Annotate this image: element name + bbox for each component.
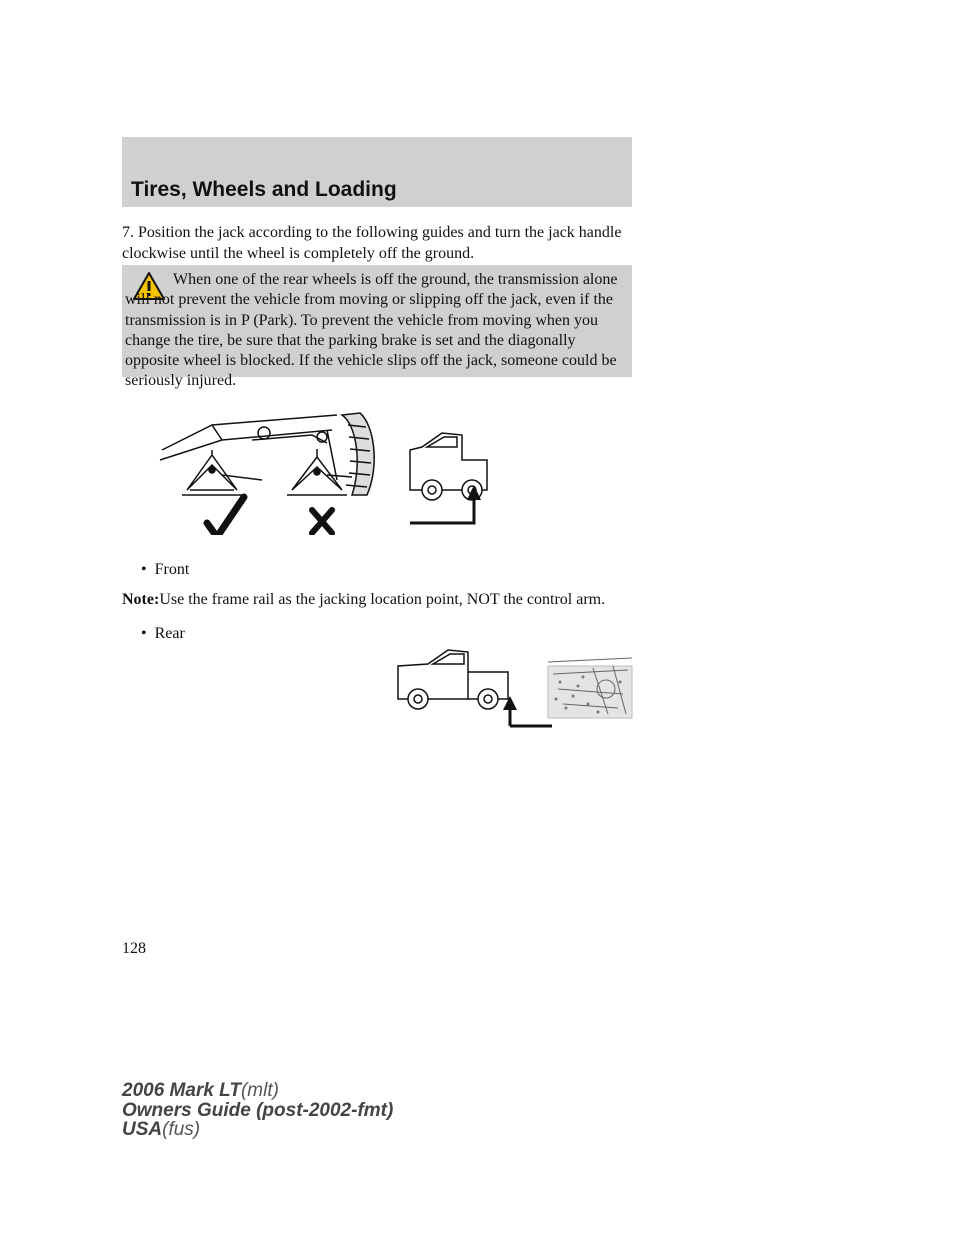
warning-text: When one of the rear wheels is off the ground, the transmission alone will not prevent the vehicle from moving or slipping off the jack, even if the transmission is in P (Park). To prevent the vehicle from moving when you change the tire, be sure that the parking brake is set and the diagonally opposite wheel is blocked. If the vehicle slips off the jack, someone could be seriously injured. <box>125 271 618 390</box>
footer-line-2 <box>122 1101 393 1121</box>
bullet-front: • Front <box>141 561 190 578</box>
footer-model-code: (mlt) <box>240 1080 279 1101</box>
front-jack-illustration <box>152 405 492 535</box>
warning-box <box>122 265 632 390</box>
note-body: Use the frame rail as the jacking location point, NOT the control arm. <box>159 591 606 608</box>
section-title: Tires, Wheels and Loading <box>131 178 397 201</box>
step-7-text: 7. Position the jack according to the following guides and turn the jack handle clockwise until the wheel is completely off the ground. <box>122 224 622 262</box>
note-text <box>122 590 634 611</box>
page-number: 128 <box>122 940 146 957</box>
footer-market-code: (fus) <box>162 1119 201 1140</box>
footer-model: 2006 Mark LT <box>122 1080 241 1101</box>
note-label: Note: <box>122 591 160 608</box>
bullet-rear: • Rear <box>141 625 185 642</box>
footer-guide: Owners Guide (post-2002-fmt) <box>122 1099 394 1121</box>
rear-jack-illustration <box>388 644 634 732</box>
footer-market: USA <box>122 1119 163 1140</box>
footer-line-3 <box>122 1120 393 1140</box>
footer <box>122 1081 393 1140</box>
footer-line-1 <box>122 1081 393 1101</box>
